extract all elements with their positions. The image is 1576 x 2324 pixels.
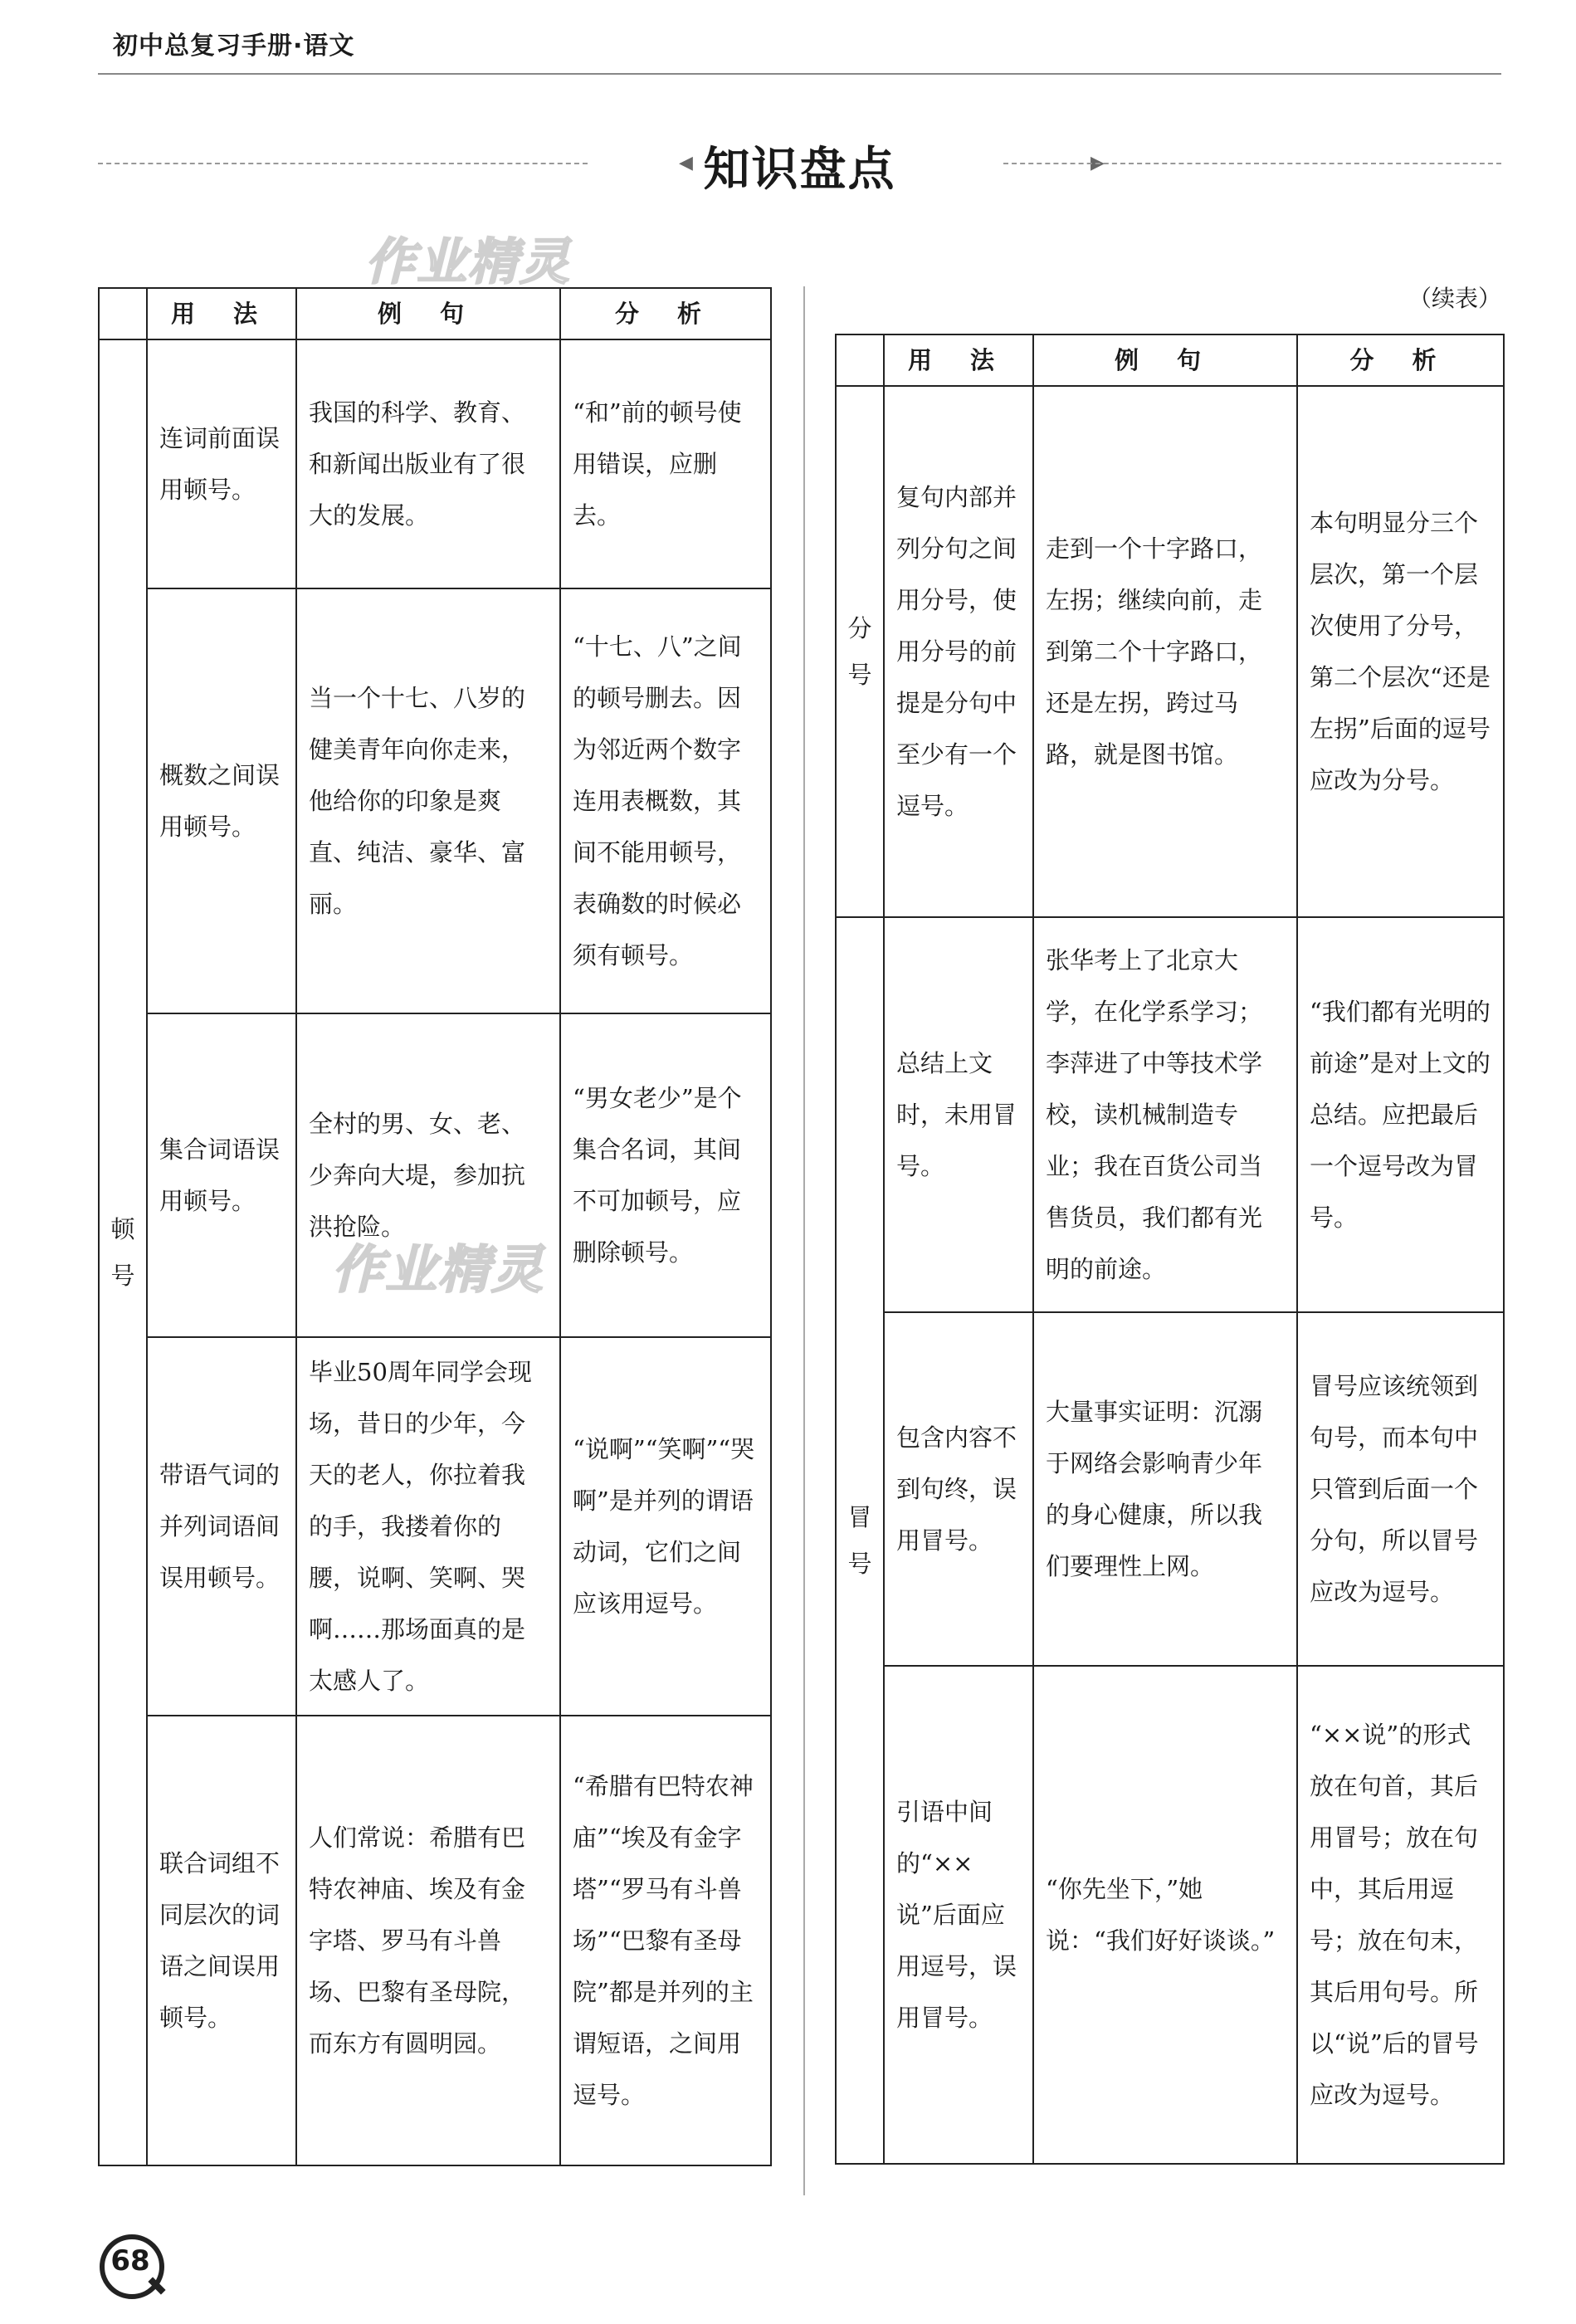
example-cell: “你先坐下，”她说：“我们好好谈谈。” — [1033, 1666, 1297, 2164]
example-cell: 全村的男、女、老、少奔向大堤，参加抗洪抢险。 — [296, 1013, 560, 1337]
usage-cell: 带语气词的并列词语间误用顿号。 — [147, 1337, 296, 1716]
table-row — [99, 1337, 771, 1716]
example-header: 例 句 — [1033, 334, 1297, 386]
page-number-badge — [98, 2233, 166, 2301]
blank-header — [836, 334, 884, 386]
usage-cell: 包含内容不到句终，误用冒号。 — [884, 1312, 1033, 1666]
arrow-left-icon: ◀ — [679, 153, 693, 173]
analysis-cell: “十七、八”之间的顿号删去。因为邻近两个数字连用表概数，其间不能用顿号，表确数的时候必须有顿号。 — [560, 588, 771, 1013]
continued-label: （续表） — [1408, 285, 1501, 312]
example-cell: 我国的科学、教育、和新闻出版业有了很大的发展。 — [296, 339, 560, 588]
header-rule — [98, 73, 1501, 75]
table-row — [836, 386, 1504, 917]
usage-cell: 集合词语误用顿号。 — [147, 1013, 296, 1337]
analysis-cell: “男女老少”是个集合名词，其间不可加顿号，应删除顿号。 — [560, 1013, 771, 1337]
book-header: 初中总复习手册·语文 — [113, 32, 355, 61]
table-row — [99, 1716, 771, 2165]
analysis-cell: “××说”的形式放在句首，其后用冒号；放在句中，其后用逗号；放在句末，其后用句号。所以“说”后的冒号应改为逗号。 — [1297, 1666, 1504, 2164]
analysis-header: 分 析 — [1297, 334, 1504, 386]
example-cell: 毕业50周年同学会现场，昔日的少年，今天的老人，你拉着我的手，我搂着你的腰，说啊、笑啊、哭啊……那场面真的是太感人了。 — [296, 1337, 560, 1716]
left-table — [98, 287, 772, 2166]
blank-header — [99, 288, 147, 339]
example-cell: 张华考上了北京大学，在化学系学习；李萍进了中等技术学校，读机械制造专业；我在百货公司当售货员，我们都有光明的前途。 — [1033, 917, 1297, 1312]
table-row — [99, 339, 771, 588]
example-cell: 当一个十七、八岁的健美青年向你走来，他给你的印象是爽直、纯洁、豪华、富丽。 — [296, 588, 560, 1013]
example-cell: 大量事实证明：沉溺于网络会影响青少年的身心健康，所以我们要理性上网。 — [1033, 1312, 1297, 1666]
watermark-top: 作业精灵 — [365, 233, 571, 291]
title-dash-right — [1003, 163, 1501, 164]
example-header: 例 句 — [296, 288, 560, 339]
usage-cell: 连词前面误用顿号。 — [147, 339, 296, 588]
page-number: 68 — [110, 2244, 150, 2278]
table-header-row — [99, 288, 771, 339]
category-fenhao: 分 号 — [836, 386, 884, 917]
usage-cell: 联合词组不同层次的词语之间误用顿号。 — [147, 1716, 296, 2165]
table-header-row — [836, 334, 1504, 386]
analysis-cell: “说啊”“笑啊”“哭啊”是并列的谓语动词，它们之间应该用逗号。 — [560, 1337, 771, 1716]
analysis-cell: “希腊有巴特农神庙”“埃及有金字塔”“罗马有斗兽场”“巴黎有圣母院”都是并列的主谓短语，之间用逗号。 — [560, 1716, 771, 2165]
watermark-middle: 作业精灵 — [332, 1239, 545, 1300]
category-maohao: 冒 号 — [836, 917, 884, 2164]
usage-cell: 总结上文时，未用冒号。 — [884, 917, 1033, 1312]
analysis-header: 分 析 — [560, 288, 771, 339]
usage-header: 用 法 — [884, 334, 1033, 386]
right-table — [835, 334, 1505, 2165]
analysis-cell: 本句明显分三个层次，第一个层次使用了分号，第二个层次“还是左拐”后面的逗号应改为分号。 — [1297, 386, 1504, 917]
usage-cell: 引语中间的“××说”后面应用逗号，误用冒号。 — [884, 1666, 1033, 2164]
arrow-right-icon: ▶ — [1091, 153, 1105, 173]
category-dunhao: 顿 号 — [99, 339, 147, 2165]
example-cell: 走到一个十字路口，左拐；继续向前，走到第二个十字路口，还是左拐，跨过马路，就是图书馆。 — [1033, 386, 1297, 917]
table-row — [99, 588, 771, 1013]
analysis-cell: “和”前的顿号使用错误，应删去。 — [560, 339, 771, 588]
column-divider — [803, 286, 805, 2195]
example-cell: 人们常说：希腊有巴特农神庙、埃及有金字塔、罗马有斗兽场、巴黎有圣母院，而东方有圆明园。 — [296, 1716, 560, 2165]
usage-cell: 概数之间误用顿号。 — [147, 588, 296, 1013]
usage-cell: 复句内部并列分句之间用分号，使用分号的前提是分句中至少有一个逗号。 — [884, 386, 1033, 917]
usage-header: 用 法 — [147, 288, 296, 339]
analysis-cell: “我们都有光明的前途”是对上文的总结。应把最后一个逗号改为冒号。 — [1297, 917, 1504, 1312]
table-row — [836, 917, 1504, 1312]
section-title: 知识盘点 — [703, 142, 896, 197]
analysis-cell: 冒号应该统领到句号，而本句中只管到后面一个分句，所以冒号应改为逗号。 — [1297, 1312, 1504, 1666]
table-row — [836, 1666, 1504, 2164]
table-row — [836, 1312, 1504, 1666]
title-row — [98, 124, 1501, 197]
